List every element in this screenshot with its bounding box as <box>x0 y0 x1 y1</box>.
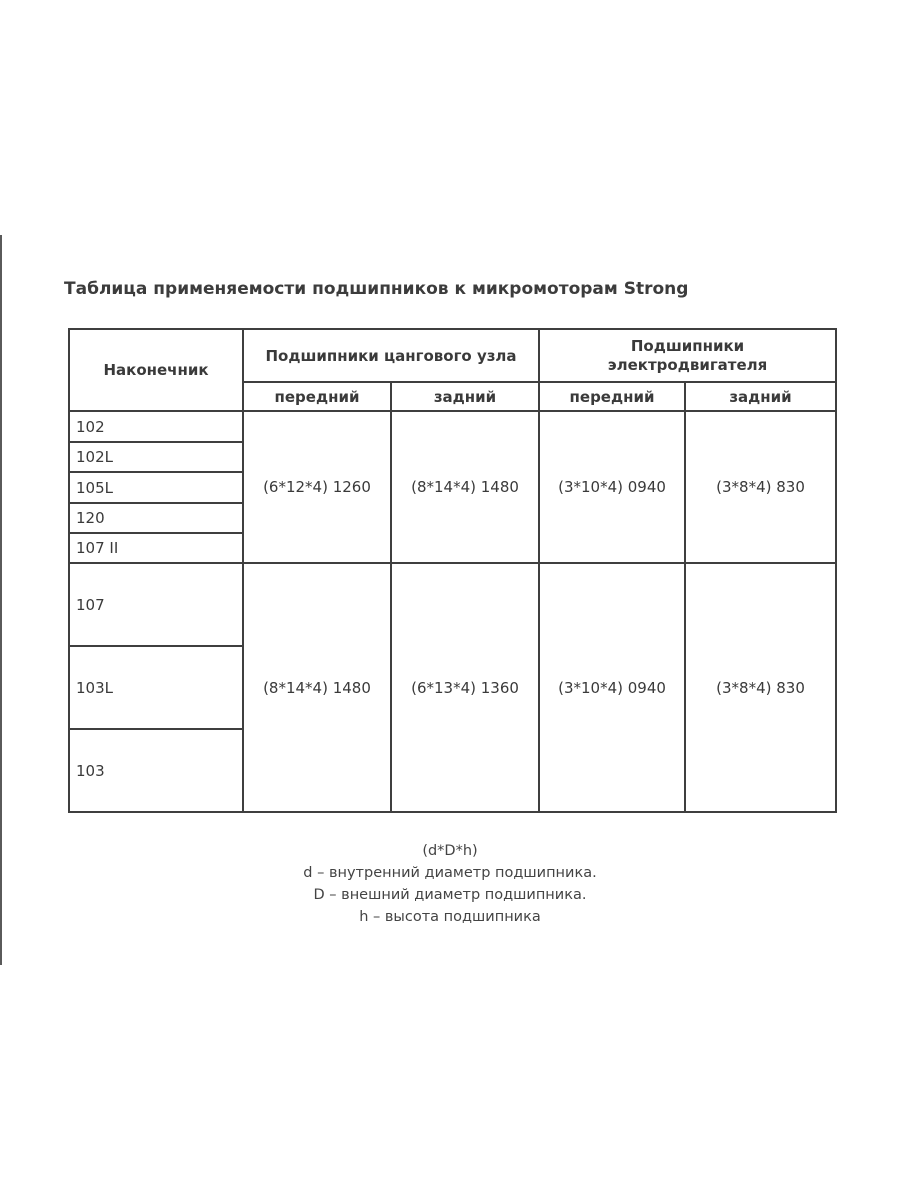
motor-front-value: (3*10*4) 0940 <box>539 411 685 563</box>
bearing-applicability-table <box>68 328 837 813</box>
tip-cell: 120 <box>69 503 243 533</box>
tip-cell: 103L <box>69 646 243 729</box>
tip-cell: 102L <box>69 442 243 472</box>
legend-d: d – внутренний диаметр подшипника. <box>303 865 597 881</box>
table-row <box>69 411 836 442</box>
collet-rear-value: (6*13*4) 1360 <box>391 563 539 812</box>
subheader-collet-front: передний <box>243 382 391 411</box>
motor-rear-value: (3*8*4) 830 <box>685 411 836 563</box>
table-row <box>69 563 836 646</box>
header-motor-line2: электродвигателя <box>607 355 768 374</box>
header-motor-bearings <box>539 329 836 382</box>
table-header-row <box>69 329 836 382</box>
subheader-motor-front: передний <box>539 382 685 411</box>
tip-cell: 102 <box>69 411 243 442</box>
tip-cell: 105L <box>69 472 243 503</box>
collet-front-value: (6*12*4) 1260 <box>243 411 391 563</box>
legend-formula: (d*D*h) <box>422 843 478 859</box>
tip-cell: 107 <box>69 563 243 646</box>
motor-rear-value: (3*8*4) 830 <box>685 563 836 812</box>
subheader-motor-rear: задний <box>685 382 836 411</box>
header-motor-line1: Подшипники <box>630 336 745 355</box>
header-collet-bearings: Подшипники цангового узла <box>243 329 539 382</box>
tip-cell: 103 <box>69 729 243 812</box>
collet-front-value: (8*14*4) 1480 <box>243 563 391 812</box>
subheader-collet-rear: задний <box>391 382 539 411</box>
tip-cell: 107 II <box>69 533 243 563</box>
legend-h: h – высота подшипника <box>359 909 541 925</box>
legend-D: D – внешний диаметр подшипника. <box>313 887 587 903</box>
motor-front-value: (3*10*4) 0940 <box>539 563 685 812</box>
header-tip: Наконечник <box>69 329 243 411</box>
document-title: Таблица применяемости подшипников к микромоторам Strong <box>64 279 689 299</box>
collet-rear-value: (8*14*4) 1480 <box>391 411 539 563</box>
legend <box>0 840 900 928</box>
